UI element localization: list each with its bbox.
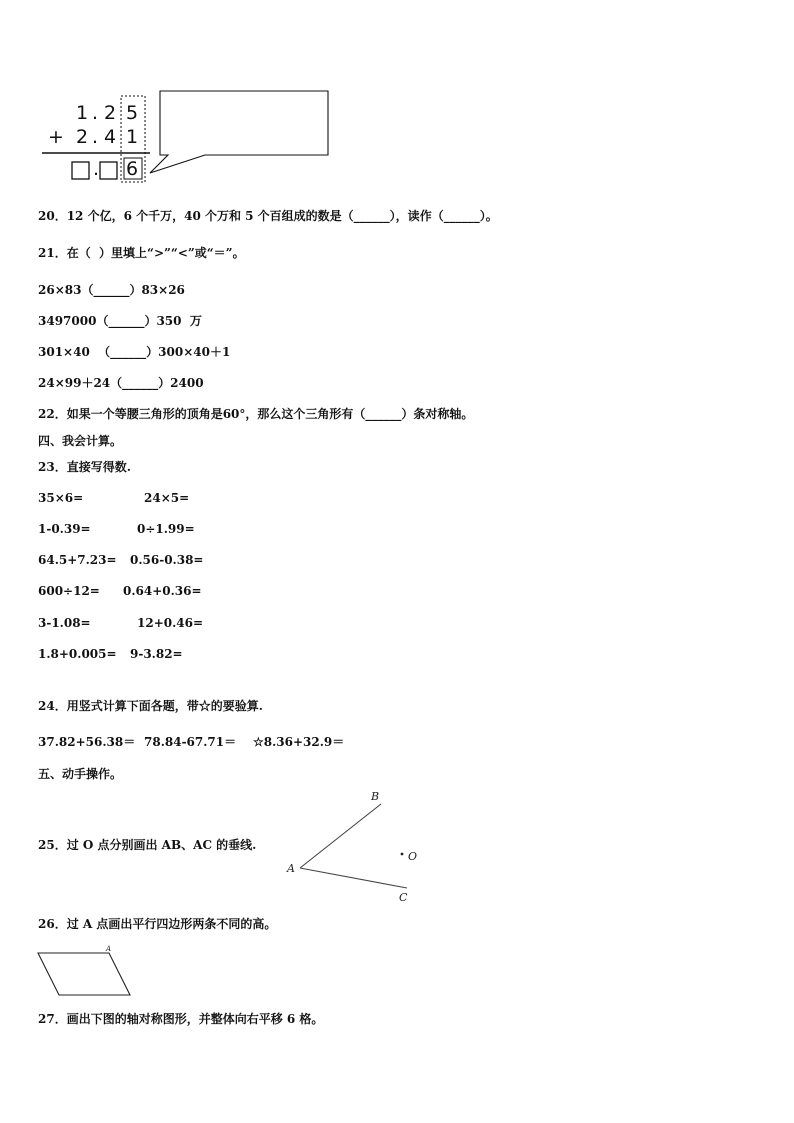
parallelogram [38,953,130,995]
row1-digit: . [92,102,99,124]
ray-ac [300,868,407,888]
plus-sign: + [48,126,64,148]
question-27: 27．画出下图的轴对称图形，并整体向右平移 6 格。 [38,1012,324,1026]
q23-left: 3-1.08= [38,616,91,630]
answer-box-1 [72,162,89,179]
question-24: 24．用竖式计算下面各题，带☆的要验算. [38,699,263,713]
q23-right: 24×5= [144,491,190,505]
q23-left: 600÷12= [38,584,100,598]
q23-right: 9-3.82= [130,647,183,661]
q23-left: 35×6= [38,491,84,505]
row2-digit: . [92,126,99,148]
result-digit-box [124,158,142,179]
label-b: B [371,790,380,803]
callout-bubble [150,91,328,173]
row1-digit: 1 [76,102,89,124]
question-23: 23．直接写得数. [38,460,131,474]
question-25: 25．过 O 点分别画出 AB、AC 的垂线. [38,838,257,852]
ray-ab [300,804,381,868]
result-dot: . [93,158,100,180]
result-last-digit: 6 [126,158,139,180]
parallelogram-label-a: A [106,945,112,953]
label-o: O [408,850,418,863]
row2-digit: 4 [104,126,117,148]
question-22: 22．如果一个等腰三角形的顶角是60°，那么这个三角形有（______）条对称轴。 [38,407,474,421]
point-o [401,853,404,856]
q23-left: 64.5+7.23= [38,553,117,567]
q23-left: 1-0.39= [38,522,91,536]
q24-item: ☆8.36+32.9＝ [253,735,345,749]
section-5-heading: 五、动手操作。 [38,767,123,781]
q23-right: 12+0.46= [137,616,204,630]
row1-digit: 2 [104,102,117,124]
question-20: 20．12 个亿，6 个千万，40 个万和 5 个百组成的数是（______），读作（______）。 [38,209,498,223]
row2-digit: 1 [126,126,139,148]
dotted-column-box [121,96,145,182]
q21-item: 26×83（______）83×26 [38,283,185,297]
row1-digit: 5 [126,102,139,124]
q24-item: 78.84-67.71＝ [144,735,237,749]
row2-digit: 2 [76,126,89,148]
label-a: A [287,862,295,875]
q21-item: 3497000（______）350 万 [38,314,202,328]
question-21: 21．在（ ）里填上“>”“<”或“＝”。 [38,246,245,260]
q23-right: 0÷1.99= [137,522,195,536]
q21-item: 301×40 （______）300×40＋1 [38,345,231,359]
q21-item: 24×99＋24（______）2400 [38,376,204,390]
section-4-heading: 四、我会计算。 [38,434,123,448]
q23-left: 1.8+0.005= [38,647,117,661]
q23-right: 0.56-0.38= [130,553,204,567]
q23-right: 0.64+0.36= [123,584,202,598]
q24-item: 37.82+56.38＝ [38,735,136,749]
question-26: 26．过 A 点画出平行四边形两条不同的高。 [38,917,277,931]
answer-box-2 [100,162,117,179]
label-c: C [399,891,408,904]
